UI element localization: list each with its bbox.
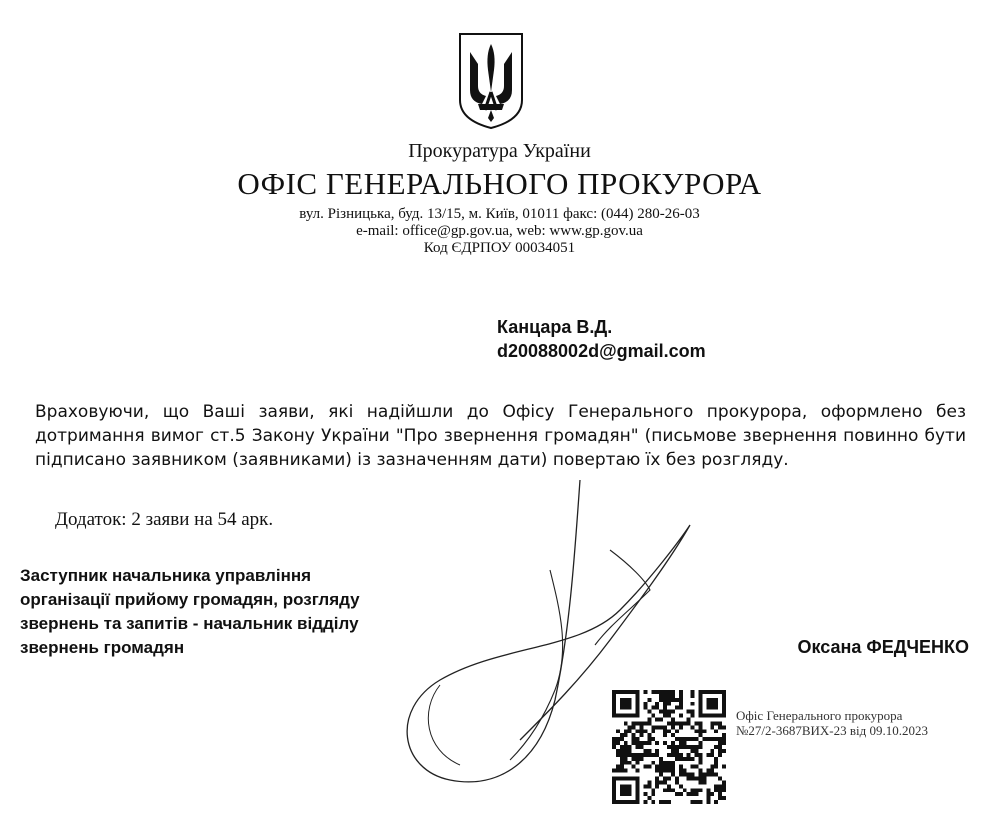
registration-number: №27/2-3687ВИХ-23 від 09.10.2023 xyxy=(736,723,928,738)
registration-stamp xyxy=(736,708,928,738)
attachment-note: Додаток: 2 заяви на 54 арк. xyxy=(55,509,274,530)
registration-org: Офіс Генерального прокурора xyxy=(736,708,903,723)
contacts-line: e-mail: office@gp.gov.ua, web: www.gp.gov.ua xyxy=(356,223,643,239)
body-paragraph-text: Враховуючи, що Ваші заяви, які надійшли до Офісу Генерального прокурора, оформлено без дотримання вимог ст.5 Закону України "Про звернення громадян" (письмове звернення повинно бути підписано заявником (заявниками) із зазначенням дати) повертаю їх без розгляду. xyxy=(35,402,966,470)
trident-emblem-icon xyxy=(456,30,526,130)
position-line: Заступник начальника управління xyxy=(20,566,312,585)
organization-top-title: Прокуратура України xyxy=(408,140,591,162)
position-line: організації прийому громадян, розгляду xyxy=(20,590,360,609)
code-line: Код ЄДРПОУ 00034051 xyxy=(423,240,576,256)
recipient-email: d20088002d@gmail.com xyxy=(497,341,706,361)
recipient-name: Канцара В.Д. xyxy=(497,317,613,337)
address-line: вул. Різницька, буд. 13/15, м. Київ, 01011 факс: (044) 280-26-03 xyxy=(299,206,700,222)
organization-address xyxy=(0,206,999,257)
qr-code-icon xyxy=(612,690,726,804)
organization-main-title: ОФІС ГЕНЕРАЛЬНОГО ПРОКУРОРА xyxy=(237,166,762,201)
letter-body-paragraph xyxy=(35,400,966,472)
signer-name: Оксана ФЕДЧЕНКО xyxy=(797,637,969,657)
recipient-block xyxy=(497,315,706,363)
position-line: звернень громадян xyxy=(20,638,185,657)
signer-position xyxy=(20,564,360,660)
position-line: звернень та запитів - начальник відділу xyxy=(20,614,359,633)
